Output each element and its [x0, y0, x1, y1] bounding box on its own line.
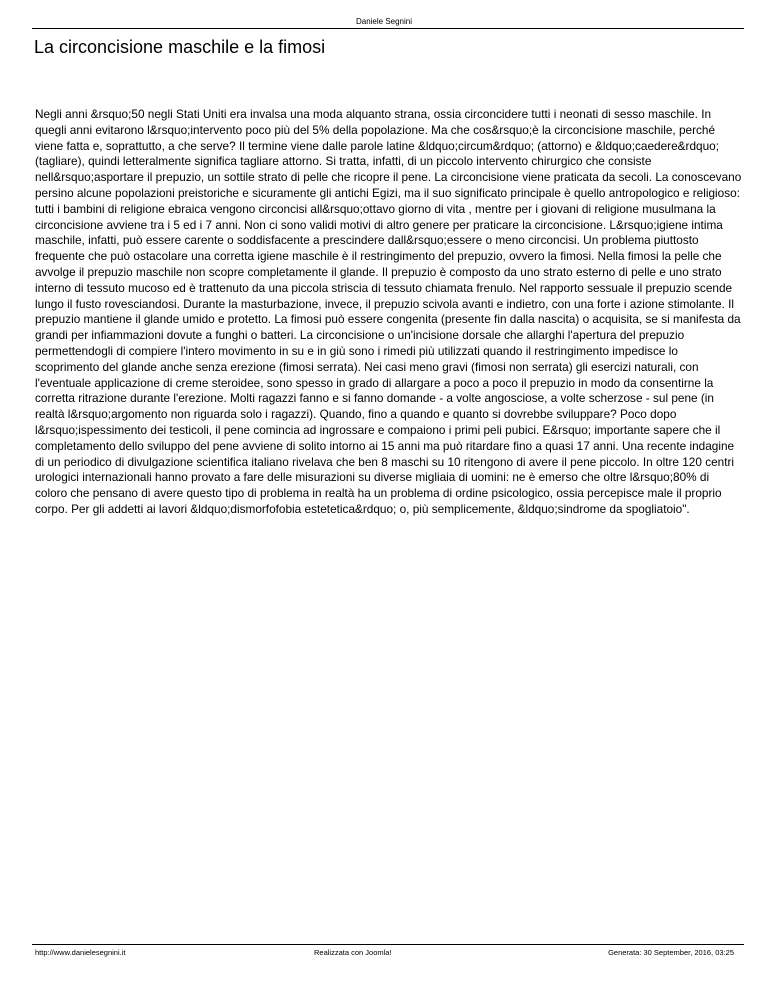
footer-generated: Generata: 30 September, 2016, 03:25 [608, 948, 734, 957]
footer-credit: Realizzata con Joomla! [314, 948, 392, 957]
footer-url[interactable]: http://www.danielesegnini.it [35, 948, 126, 957]
article-title: La circoncisione maschile e la fimosi [34, 37, 326, 57]
header-divider [32, 28, 744, 29]
article-body: Negli anni &rsquo;50 negli Stati Uniti era invalsa una moda alquanto strana, ossia circoncidere tutti i neonati di sesso maschile. In quegli anni evitarono l&rsquo;intervento poco più del 5% della popolazione. Ma che cos&rsquo;è la circoncisione maschile, perché viene fatta e, soprattutto, a che serve? Il termine viene dalle parole latine &ldquo;circum&rdquo; (attorno) e &ldquo;caedere&rdquo; (tagliare), quindi letteralmente significa tagliare attorno. Si tratta, infatti, di un piccolo intervento chirurgico che consiste nell&rsquo;asportare il prepuzio, un sottile strato di pelle che ricopre il pene. La circoncisione viene praticata da secoli. La conoscevano persino alcune popolazioni preistoriche e sicuramente gli antichi Egizi, ma il suo significato principale è quello antropologico e religioso: tutti i bambini di religione ebraica vengono circoncisi all&rsquo;ottavo giorno di vita , mentre per i giovani di religione musulmana la circoncisione avviene tra i 5 ed i 7 anni. Non ci sono validi motivi di altro genere per praticare la circoncisione. L&rsquo;igiene intima maschile, infatti, può essere carente o soddisfacente a prescindere dall&rsquo;essere o meno circoncisi. Un problema piuttosto frequente che può ostacolare una corretta igiene maschile è il restringimento del prepuzio, ovvero la fimosi. Nella fimosi la pelle che avvolge il prepuzio maschile non scopre completamente il glande. Il prepuzio è composto da uno strato esterno di pelle e uno strato interno di tessuto mucoso ed è trattenuto da una piccola striscia di tessuto chiamata frenulo. Nel rapporto sessuale il prepuzio scende lungo il fusto rovesciandosi. Durante la masturbazione, invece, il prepuzio scivola avanti e indietro, con una forte i azione stimolante. Il prepuzio mantiene il glande umido e protetto. La fimosi può essere congenita (presente fin dalla nascita) o acquisita, se si manifesta da grandi per infiammazioni dovute a funghi o batteri. La circoncisione o un'incisione dorsale che allarghi l'apertura del prepuzio permettendogli di compiere l'intero movimento in su e in giù sono i rimedi più utilizzati quando il restringimento impedisce lo scoprimento del glande anche senza erezione (fimosi serrata). Nei casi meno gravi (fimosi non serrata) gli esercizi naturali, con l'eventuale applicazione di creme steroidee, sono spesso in grado di allargare a poco a poco il prepuzio in modo da consentirne la corretta ritrazione durante l'erezione. Molti ragazzi fanno e si fanno domande - a volte angosciose, a volte scherzose - sul pene (in realtà l&rsquo;argomento non riguarda solo i ragazzi). Quando, fino a quando e quanto si dovrebbe svilupparе? Poco dopo l&rsquo;ispessimento dei testicoli, il pene comincia ad ingrossare e compaiono i primi peli pubici. E&rsquo; importante sapere che il completamento dello sviluppo del pene avviene di solito intorno ai 15 anni ma può ritardare fino a quasi 17 anni. Una recente indagine di un periodico di divulgazione scientifica italiano rivelava che ben 8 maschi su 10 ritengono di avere il pene piccolo. In oltre 120 centri urologici internazionali hanno provato a fare delle misurazioni su diverse migliaia di uomini: ne è emerso che oltre l&rsquo;80% di coloro che pensano di avere questo tipo di problema in realtà ha un problema di ordine psicologico, ossia percepisce male il proprio corpo. Per gli addetti ai lavori &ldquo;dismorfofobia estetetica&rdquo; o, più semplicemente, &ldquo;sindrome da spogliatoio". [35, 107, 742, 516]
footer-divider [32, 944, 744, 945]
header-author: Daniele Segnini [355, 17, 413, 26]
